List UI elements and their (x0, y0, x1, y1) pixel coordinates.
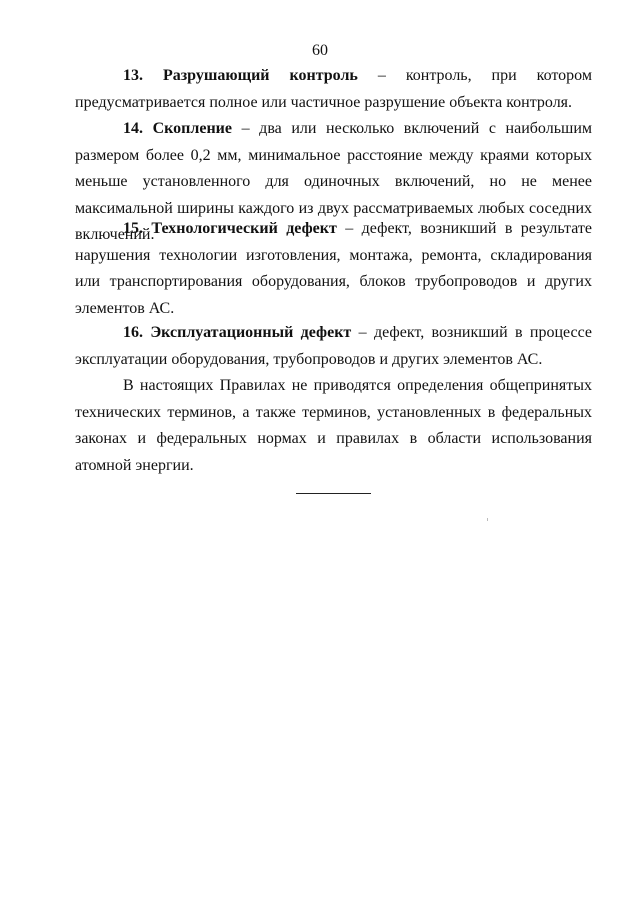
end-separator-line (296, 493, 371, 494)
definition-15-body: – дефект, возникший в результате нарушения технологии изготовления, монтажа, ремонта, складирования или транспортирования оборудования, блоков трубопроводов и других элементов АС. (75, 220, 593, 317)
definition-14-body: – два или несколько включений с наибольшим размером более 0,2 мм, минимальное расстояние между краями которых меньше установленного для одиночных включений, но не менее максимальной ширины каждого из двух рассматриваемых любых соседних включений. (75, 120, 593, 243)
closing-note (75, 373, 592, 479)
page-number: 60 (312, 42, 328, 59)
definition-13 (75, 63, 592, 116)
definition-15 (75, 216, 592, 322)
definition-14-term: 14. Скопление (123, 120, 232, 137)
definition-13-term: 13. Разрушающий контроль (123, 67, 358, 84)
definition-16-term: 16. Эксплуатационный дефект (123, 324, 352, 341)
scan-speck (487, 518, 488, 521)
definition-16 (75, 320, 592, 373)
closing-note-text: В настоящих Правилах не приводятся определения общепринятых технических терминов, а также терминов, установленных в федеральных законах и федеральных нормах и правилах в области использования атомной энергии. (75, 377, 592, 474)
definition-16-body: – дефект, возникший в процессе эксплуатации оборудования, трубопроводов и других элементов АС. (75, 324, 593, 368)
definition-15-term: 15. Технологический дефект (123, 220, 337, 237)
definition-13-body: – контроль, при котором предусматривается полное или частичное разрушение объекта контроля. (75, 67, 592, 111)
